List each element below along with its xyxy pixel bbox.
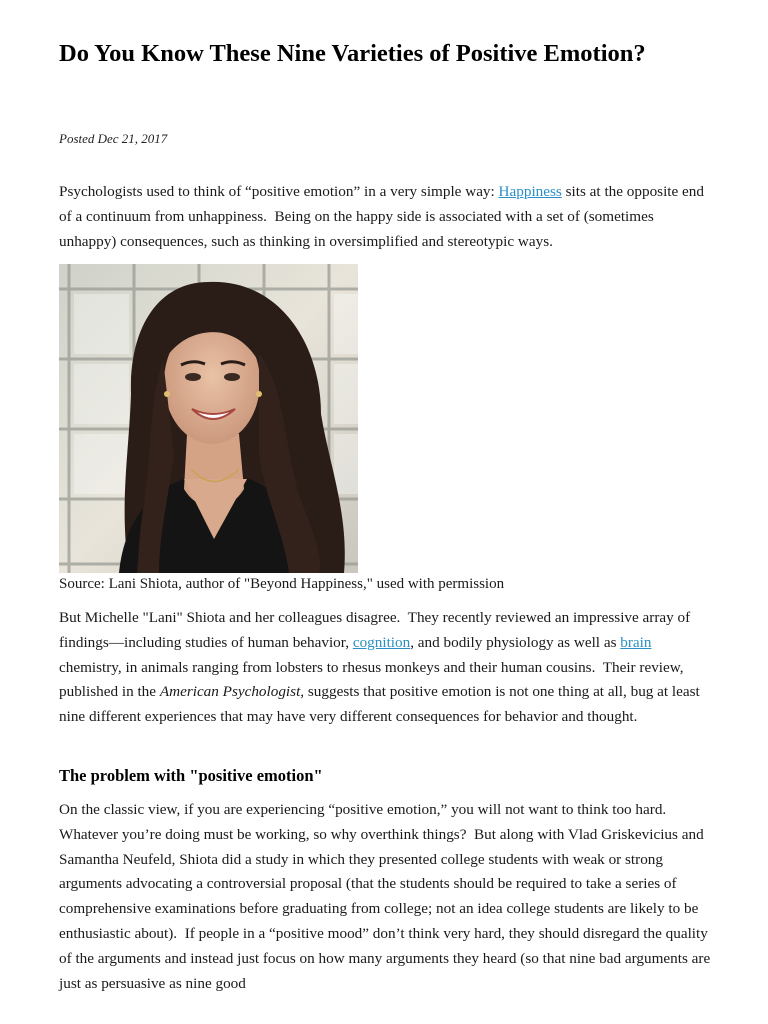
review-paragraph <box>59 606 714 730</box>
photo-caption: Source: Lani Shiota, author of "Beyond Happiness," used with permission <box>59 576 505 592</box>
review-text-1: But Michelle "Lani" Shiota and her colleagues disagree. They recently reviewed an impressive array of findings—including studies of human behavior, <box>59 609 691 651</box>
happiness-link[interactable]: Happiness <box>498 183 562 200</box>
classic-view-paragraph: On the classic view, if you are experiencing “positive emotion,” you will not want to think too hard. Whatever you’re doing must be working, so why overthink things? But along with Vlad Griskevicius and Samantha Neufeld, Shiota did a study in which they presented college students with weak or strong arguments advocating a controversial proposal (that the students should be required to take a series of comprehensive examinations before graduating from college; not an idea college students are likely to be enthusiastic about). If people in a “positive mood” don’t think very hard, they should disregard the quality of the arguments and instead just focus on how many arguments they heard (so that nine bad arguments are just as persuasive as nine good <box>59 801 711 992</box>
portrait-image <box>59 264 358 573</box>
author-photo <box>59 264 358 573</box>
article-title: Do You Know These Nine Varieties of Positive Emotion? <box>59 40 646 67</box>
section-heading: The problem with "positive emotion" <box>59 766 323 785</box>
intro-text-start: Psychologists used to think of “positive emotion” in a very simple way: <box>59 183 499 200</box>
intro-text-end: sits at the opposite end of a continuum from unhappiness. Being on the happy side is associated with a set of (sometimes unhappy) consequences, such as thinking in oversimplified and stereotypic ways. <box>59 183 704 250</box>
review-text-2: , and bodily physiology as well as <box>410 633 621 651</box>
posted-date: Posted Dec 21, 2017 <box>59 131 168 146</box>
brain-link[interactable]: brain <box>620 633 652 651</box>
intro-paragraph <box>59 180 714 254</box>
cognition-link[interactable]: cognition <box>352 633 411 651</box>
review-text-3: chemistry, in animals ranging from lobsters to rhesus monkeys and their human cousins. Their review, published in the <box>59 658 684 701</box>
journal-name: American Psychologist, <box>159 683 305 701</box>
review-text-4: suggests that positive emotion is not one thing at all, bug at least nine different experiences that may have very different consequences for behavior and thought. <box>59 683 700 726</box>
